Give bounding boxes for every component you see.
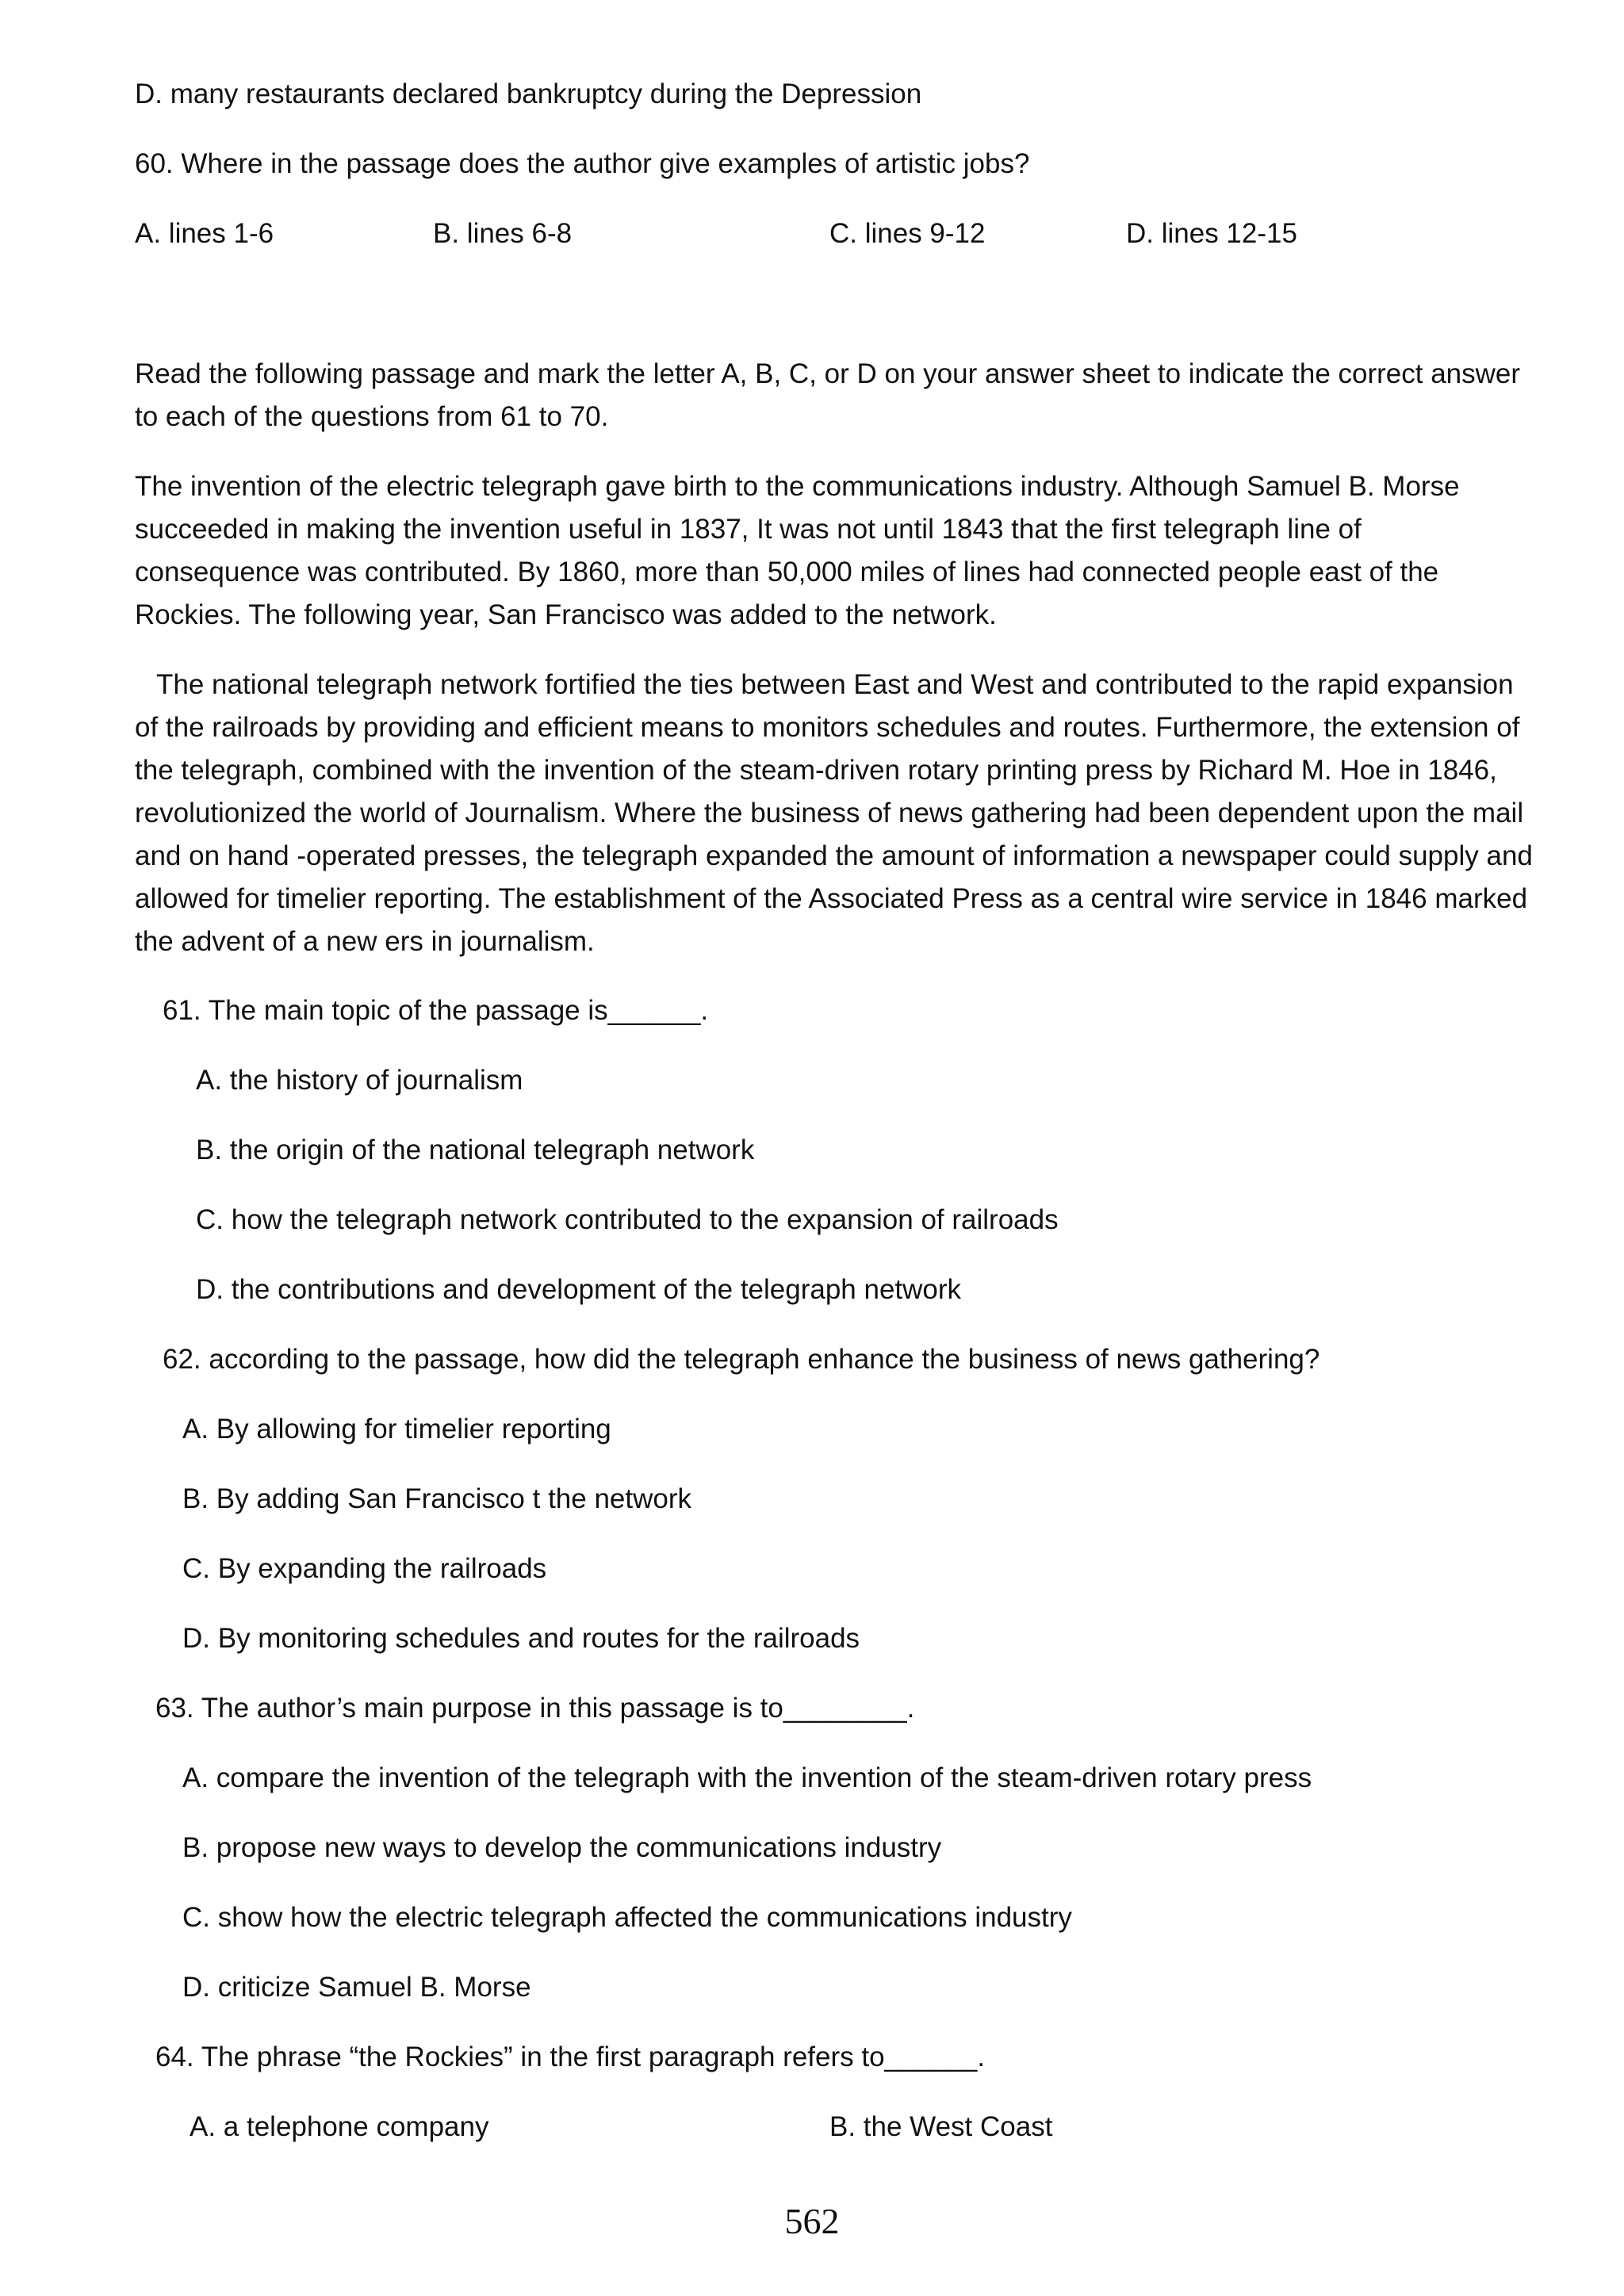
passage-p2-line: revolutionized the world of Journalism. Where the business of news gathering had been dependent upon the mail: [135, 798, 1524, 828]
q62-option-c: C. By expanding the railroads: [182, 1553, 547, 1584]
q60-option-b: B. lines 6-8: [433, 218, 573, 249]
question-62: 62. according to the passage, how did the telegraph enhance the business of news gathering?: [163, 1344, 1320, 1375]
q62-option-b: B. By adding San Francisco t the network: [182, 1483, 691, 1514]
q61-option-c: C. how the telegraph network contributed to the expansion of railroads: [196, 1204, 1059, 1235]
q60-option-c: C. lines 9-12: [829, 218, 986, 249]
q61-option-b: B. the origin of the national telegraph network: [196, 1135, 755, 1165]
carryover-option: D. many restaurants declared bankruptcy during the Depression: [135, 78, 922, 109]
question-63: 63. The author’s main purpose in this passage is to________.: [155, 1693, 915, 1724]
passage-p1-line: Rockies. The following year, San Francisco was added to the network.: [135, 599, 997, 630]
question-61: 61. The main topic of the passage is______.: [163, 995, 709, 1026]
q60-option-d: D. lines 12-15: [1126, 218, 1297, 249]
passage-p2-line: of the railroads by providing and efficient means to monitors schedules and routes. Furthermore, the extension of: [135, 712, 1520, 743]
passage-p2-line: The national telegraph network fortified the ties between East and West and contributed to the rapid expansion: [156, 669, 1514, 700]
passage-paragraph-1: [135, 465, 1538, 637]
instructions-line-1: Read the following passage and mark the letter A, B, C, or D on your answer sheet to indicate the correct answer: [135, 358, 1521, 389]
q61-option-d: D. the contributions and development of the telegraph network: [196, 1274, 962, 1305]
q64-option-a: A. a telephone company: [190, 2111, 489, 2142]
passage-p2-line: the telegraph, combined with the invention of the steam-driven rotary printing press by Richard M. Hoe in 1846,: [135, 755, 1497, 786]
passage-p1-line: succeeded in making the invention useful in 1837, It was not until 1843 that the first telegraph line of: [135, 514, 1362, 545]
passage-p1-line: consequence was contributed. By 1860, more than 50,000 miles of lines had connected people east of the: [135, 557, 1439, 587]
passage-paragraph-2: [135, 664, 1538, 963]
q63-option-a: A. compare the invention of the telegraph with the invention of the steam-driven rotary press: [182, 1762, 1312, 1793]
q63-option-d: D. criticize Samuel B. Morse: [182, 1972, 531, 2003]
question-60-options: [0, 212, 1624, 255]
question-64: 64. The phrase “the Rockies” in the first paragraph refers to______.: [155, 2042, 986, 2072]
q62-option-a: A. By allowing for timelier reporting: [182, 1414, 611, 1445]
passage-p2-line: allowed for timelier reporting. The establishment of the Associated Press as a central wire service in 1846 marked: [135, 883, 1528, 914]
q64-option-b: B. the West Coast: [829, 2111, 1053, 2142]
passage-p2-line: and on hand -operated presses, the telegraph expanded the amount of information a newspaper could supply and: [135, 840, 1533, 871]
passage-p2-line: the advent of a new ers in journalism.: [135, 926, 595, 957]
q60-option-a: A. lines 1-6: [135, 218, 274, 249]
instructions-line-2: to each of the questions from 61 to 70.: [135, 401, 609, 432]
page-number: 562: [784, 2201, 840, 2241]
question-60: 60. Where in the passage does the author give examples of artistic jobs?: [135, 148, 1030, 179]
q63-option-c: C. show how the electric telegraph affected the communications industry: [182, 1902, 1072, 1933]
q62-option-d: D. By monitoring schedules and routes for the railroads: [182, 1623, 860, 1654]
q63-option-b: B. propose new ways to develop the communications industry: [182, 1832, 942, 1863]
instructions: [135, 353, 1538, 438]
passage-p1-line: The invention of the electric telegraph gave birth to the communications industry. Although Samuel B. Morse: [135, 471, 1460, 502]
q61-option-a: A. the history of journalism: [196, 1065, 523, 1096]
